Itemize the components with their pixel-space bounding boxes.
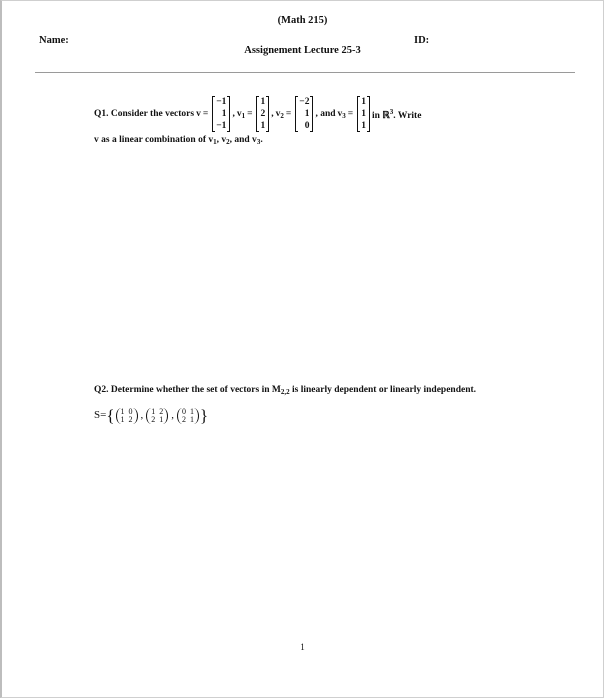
vector-v2-entry: 1	[304, 109, 310, 119]
v2-label: $v_2$	[275, 108, 284, 120]
vector-v1-entry: 2	[260, 109, 266, 119]
vector-v3-entry: 1	[361, 97, 366, 107]
q1-prefix: Q1. Consider the vectors	[94, 109, 195, 119]
vector-v2-entry: 0	[304, 121, 310, 131]
matrix-3: 0 1 2 1	[177, 408, 199, 424]
question-2-text: Q2. Determine whether the set of vectors in $M_{2,2}$ is linearly dependent or linearly independent.	[94, 385, 477, 396]
matrix-1: 1 0 1 2	[116, 408, 138, 424]
name-label: Name:	[39, 35, 69, 46]
matrix-2: 1 2 2 1	[146, 408, 168, 424]
close-brace: }	[200, 406, 209, 425]
assignment-title: Assignement Lecture 25-3	[244, 45, 361, 56]
vector-v	[212, 96, 230, 132]
vector-v3	[357, 96, 370, 132]
page-number: 1	[300, 642, 305, 652]
question-1	[94, 96, 534, 146]
vector-v-entry: 1	[221, 109, 227, 119]
vector-v2-entry: −2	[299, 97, 310, 107]
v3-label: $v_3$	[337, 108, 346, 120]
in-r3-text: in ℝ$^3$. Write	[371, 107, 422, 121]
question-1-line-2: v as a linear combination of $v_1$, $v_2$, and $v_3$.	[94, 135, 263, 146]
question-1-line-1: Q1. Consider the vectors v = −1 1 −1 , $v_1$ = 1 2 1 , $v_2$ = −2 1 0 , and $v_3$ = 1 1 1 in ℝ$^3$. Write	[94, 97, 422, 131]
and-text: , and	[315, 109, 336, 119]
vector-v3-entry: 1	[361, 121, 366, 131]
matrix-set: S= { 1 0 1 2 , 1 2 2 1 , 0 1 2 1 }	[94, 406, 209, 425]
vector-v3-entry: 1	[361, 109, 366, 119]
question-2	[94, 384, 524, 424]
vector-v2	[295, 96, 313, 132]
v1-label: $v_1$	[236, 108, 246, 120]
header-divider	[35, 72, 575, 73]
v-label: v	[196, 109, 201, 119]
set-label: S=	[94, 409, 107, 421]
open-brace: {	[106, 406, 115, 425]
vector-v1-entry: 1	[260, 121, 266, 131]
vector-v1	[256, 96, 269, 132]
vector-v-entry: −1	[216, 97, 227, 107]
vector-v-entry: −1	[216, 121, 227, 131]
vector-v1-entry: 1	[260, 97, 266, 107]
course-title: (Math 215)	[277, 15, 328, 26]
id-label: ID:	[414, 35, 430, 46]
